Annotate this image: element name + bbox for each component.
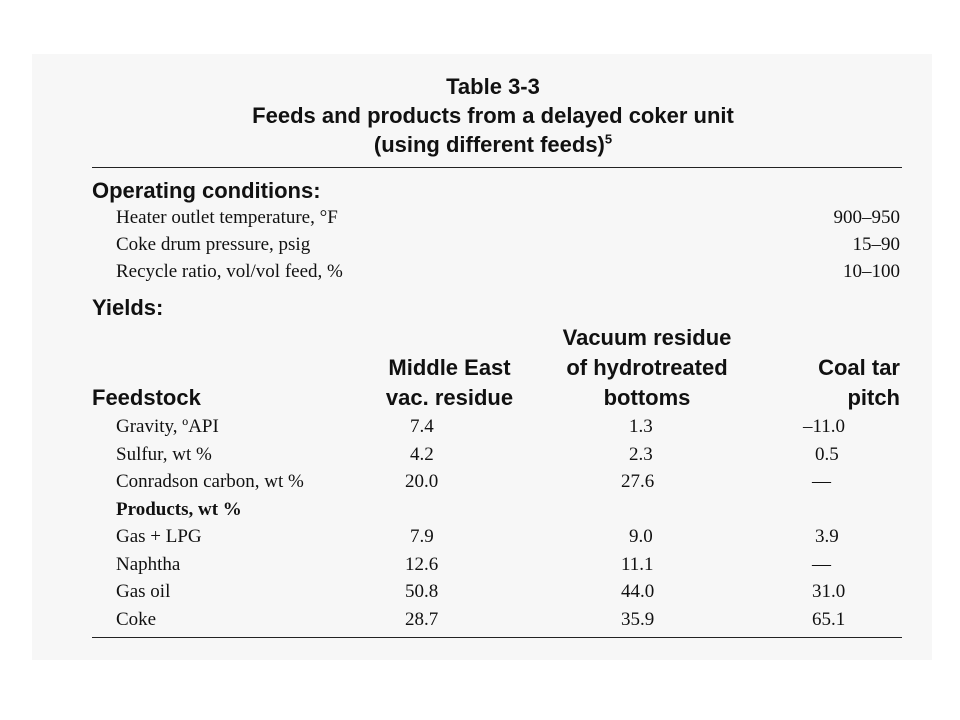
condition-row — [92, 204, 904, 231]
cell-middle-east: 7.9 — [410, 526, 434, 547]
cell-middle-east: 4.2 — [410, 443, 434, 465]
row-label: Gas oil — [116, 581, 171, 602]
operating-conditions-heading: Operating conditions: — [92, 178, 321, 203]
header-line: Vacuum residue — [562, 325, 732, 350]
cell-middle-east: 28.7 — [405, 608, 439, 630]
feedstock-header: Feedstock — [92, 385, 201, 410]
footnote-ref: 5 — [604, 131, 613, 147]
condition-label: Coke drum pressure, psig — [116, 234, 311, 255]
table-title: Feeds and products from a delayed coker unit — [252, 103, 734, 128]
table-row — [92, 523, 902, 551]
coker-table — [92, 72, 904, 638]
cell-coal-tar: 31.0 — [812, 581, 846, 602]
cell-hydrotreated: 44.0 — [621, 581, 655, 602]
header-line: Middle East — [388, 355, 511, 380]
operating-conditions-list — [92, 204, 904, 285]
cell-middle-east: 12.6 — [405, 553, 439, 575]
bottom-rule — [92, 637, 902, 638]
table-row — [92, 468, 902, 496]
coal-tar-header — [757, 323, 902, 413]
row-label: Coke — [116, 608, 157, 630]
cell-hydrotreated: 35.9 — [621, 608, 655, 630]
hydrotreated-header — [537, 323, 757, 413]
condition-row — [92, 258, 904, 285]
condition-label: Heater outlet temperature, °F — [116, 207, 338, 228]
cell-hydrotreated: 11.1 — [621, 553, 654, 575]
cell-coal-tar: — — [812, 471, 831, 492]
top-rule — [92, 167, 902, 168]
condition-row — [92, 231, 904, 258]
cell-coal-tar: 3.9 — [815, 526, 839, 547]
cell-hydrotreated: 27.6 — [621, 471, 655, 492]
cell-coal-tar: — — [812, 553, 831, 575]
header-line: vac. residue — [385, 385, 514, 410]
row-label: Sulfur, wt % — [116, 443, 212, 465]
table-row — [92, 551, 902, 579]
cell-hydrotreated: 2.3 — [629, 443, 653, 465]
table-subtitle-text: (using different feeds) — [373, 132, 605, 157]
cell-coal-tar: 65.1 — [812, 608, 846, 630]
condition-label: Recycle ratio, vol/vol feed, % — [116, 261, 343, 282]
cell-coal-tar: 0.5 — [815, 443, 839, 465]
table-row — [92, 606, 902, 634]
cell-coal-tar: –11.0 — [803, 416, 846, 437]
cell-hydrotreated: 9.0 — [629, 526, 653, 547]
condition-value: 900–950 — [833, 207, 900, 228]
cell-hydrotreated: 1.3 — [629, 416, 653, 437]
middle-east-header — [362, 323, 537, 413]
condition-value: 10–100 — [843, 261, 900, 282]
products-heading: Products, wt % — [116, 498, 242, 520]
table-row — [92, 413, 902, 441]
products-heading-row — [92, 496, 902, 524]
row-label: Conradson carbon, wt % — [116, 471, 304, 492]
table-subtitle — [87, 130, 899, 159]
condition-value: 15–90 — [852, 234, 900, 255]
row-label: Gas + LPG — [116, 526, 202, 547]
row-label: Gravity, ºAPI — [116, 416, 219, 437]
yields-table — [92, 323, 902, 633]
table-caption — [87, 72, 899, 159]
row-label: Naphtha — [116, 553, 181, 575]
table-number: Table 3-3 — [446, 74, 540, 99]
cell-middle-east: 7.4 — [410, 416, 434, 437]
yields-header-row — [92, 323, 902, 413]
table-row — [92, 441, 902, 469]
table-row — [92, 578, 902, 606]
header-line: of hydrotreated — [566, 355, 728, 380]
header-line: bottoms — [603, 385, 691, 410]
cell-middle-east: 20.0 — [405, 471, 439, 492]
header-line: pitch — [847, 385, 900, 410]
header-line: Coal tar — [818, 355, 900, 380]
yields-heading: Yields: — [92, 295, 164, 320]
cell-middle-east: 50.8 — [405, 581, 439, 602]
